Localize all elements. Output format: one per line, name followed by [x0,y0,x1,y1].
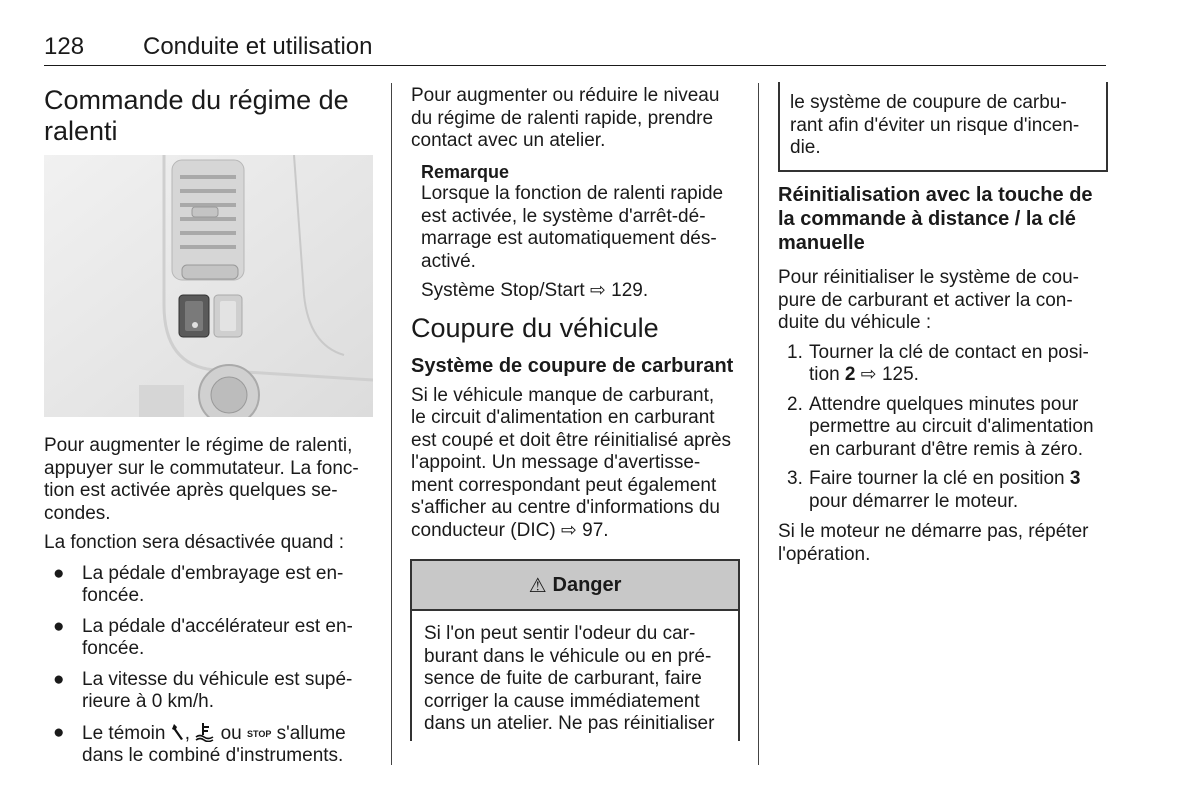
dashboard-switch-photo [44,155,373,417]
column-divider [391,83,392,765]
numbered-list [778,342,1108,514]
paragraph: Pour augmenter ou réduire le niveau du régime de ralenti rapide, prendre contact avec un atelier. [411,85,720,151]
column-3 [778,183,1108,566]
remark-block [421,161,746,303]
paragraph: Si le moteur ne démarre pas, répéter l'opération. [778,521,1089,565]
paragraph: Si le véhicule manque de carburant, le circuit d'alimentation en carburant est coupé et doit être réinitialisé après l'appoint. Un message d'avertisse- ment correspondant peut également s'afficher au centre d'informations du conducteur (DIC) ⇨ 97. [411,384,732,541]
column-divider [758,83,759,765]
list-item: ● Le témoin , ou STOP s'allume dans le combiné d'instruments. [53,721,346,766]
page-ref-arrow-icon: ⇨ [860,364,877,385]
list-item: ● La pédale d'accélérateur est en- foncée. [53,615,353,659]
danger-box-continued: le système de coupure de carbu- rant afin d'éviter un risque d'incen- die. [778,82,1108,172]
section-heading: Commande du régime de ralenti [44,85,349,146]
column-1 [44,85,374,147]
section-heading: Coupure du véhicule [411,312,659,343]
sub-heading: Système de coupure de carburant [411,354,734,377]
danger-box [410,559,740,741]
paragraph: Pour réinitialiser le système de cou- pure de carburant et activer la con- duite du véhicule : [778,267,1079,333]
chapter-title: Conduite et utilisation [143,33,373,60]
remark-title: Remarque [421,161,510,182]
paragraph: La fonction sera désactivée quand : [44,532,344,553]
list-item: 2. Attendre quelques minutes pour permettre au circuit d'alimentation en carburant d'être remis à zéro. [787,393,1094,460]
list-item: ● La pédale d'embrayage est en- foncée. [53,562,344,606]
column-2 [411,85,746,542]
warning-icon: ⚠ [528,574,547,597]
wrench-icon [171,723,185,741]
header-divider [44,65,1106,66]
stop-icon: STOP [247,728,272,739]
page-number: 128 [44,33,85,60]
page-ref-arrow-icon: ⇨ [589,280,606,301]
remark-text: Lorsque la fonction de ralenti rapide est activée, le système d'arrêt-dé- marrage est automatiquement dés- activé. [421,183,724,272]
list-item: ● La vitesse du véhicule est supé- rieure à 0 km/h. [53,668,353,712]
fuel-level-icon [195,722,215,742]
paragraph: Pour augmenter le régime de ralenti, appuyer sur le commutateur. La fonc- tion est activée après quelques se- condes. [44,435,359,524]
list-item: 3. Faire tourner la clé en position 3 pour démarrer le moteur. [787,468,1081,512]
list-item: 1. Tourner la clé de contact en posi- tion 2 ⇨ 125. [787,341,1089,385]
danger-text: Si l'on peut sentir l'odeur du car- burant dans le véhicule ou en pré- sence de fuite de carburant, faire corriger la cause immédiatement dans un atelier. Ne pas réinitialiser [424,623,715,734]
sub-heading: Réinitialisation avec la touche de la commande à distance / la clé manuelle [778,184,1093,254]
column-1-body [44,435,380,768]
bullet-list [44,563,380,768]
cross-reference: Système Stop/Start ⇨ 129. [421,280,649,301]
danger-header: ⚠ Danger [412,561,738,611]
page-ref-arrow-icon: ⇨ [560,519,577,541]
